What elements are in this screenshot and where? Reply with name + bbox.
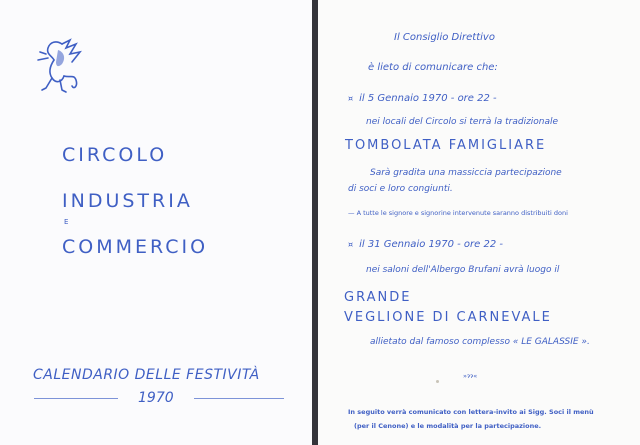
event2-date-row	[348, 239, 503, 250]
event2-name-1: GRANDE	[344, 290, 412, 305]
title-industria: INDUSTRIA	[62, 190, 193, 212]
title-commercio: COMMERCIO	[62, 236, 209, 258]
event1-note: — A tutte le signore e signorine intervenute saranno distribuiti doni	[348, 209, 568, 217]
event1-date: il 5 Gennaio 1970 - ore 22 -	[359, 93, 497, 104]
event2-date: il 31 Gennaio 1970 - ore 22 -	[359, 239, 503, 250]
event2-desc: allietato dal famoso complesso « LE GALASSIE ».	[370, 337, 590, 347]
event1-location: nei locali del Circolo si terrà la tradizionale	[366, 117, 559, 127]
calendar-subtitle: CALENDARIO DELLE FESTIVITÀ	[33, 367, 260, 383]
title-conjunction: E	[64, 218, 69, 226]
event2-marker-icon: ¤	[348, 240, 354, 249]
year-row	[34, 390, 284, 406]
divider-right	[194, 398, 284, 399]
event1-desc-2: di soci e loro congiunti.	[348, 184, 453, 194]
ornament-divider: »ɂɂ«	[463, 372, 478, 380]
event2-name-2: VEGLIONE DI CARNEVALE	[344, 310, 552, 325]
paper-spot	[436, 380, 439, 383]
footer-line-2: (per il Cenone) e le modalità per la partecipazione.	[354, 422, 542, 430]
griffin-crest-icon	[32, 36, 84, 96]
year-label: 1970	[138, 390, 174, 406]
footer-line-1: In seguito verrà comunicato con lettera-invito ai Sigg. Soci il menù	[348, 408, 594, 416]
announcement-panel	[318, 0, 640, 445]
event1-desc-1: Sarà gradita una massiccia partecipazione	[370, 168, 562, 178]
intro-line-2: è lieto di comunicare che:	[368, 62, 498, 73]
event1-date-row	[348, 93, 497, 104]
event1-name: TOMBOLATA FAMIGLIARE	[345, 138, 547, 153]
event1-marker-icon: ¤	[348, 94, 354, 103]
title-circolo: CIRCOLO	[62, 144, 168, 166]
divider-left	[34, 398, 118, 399]
event2-location: nei saloni dell'Albergo Brufani avrà luogo il	[366, 265, 560, 275]
intro-line-1: Il Consiglio Direttivo	[394, 32, 495, 43]
cover-panel	[0, 0, 312, 445]
